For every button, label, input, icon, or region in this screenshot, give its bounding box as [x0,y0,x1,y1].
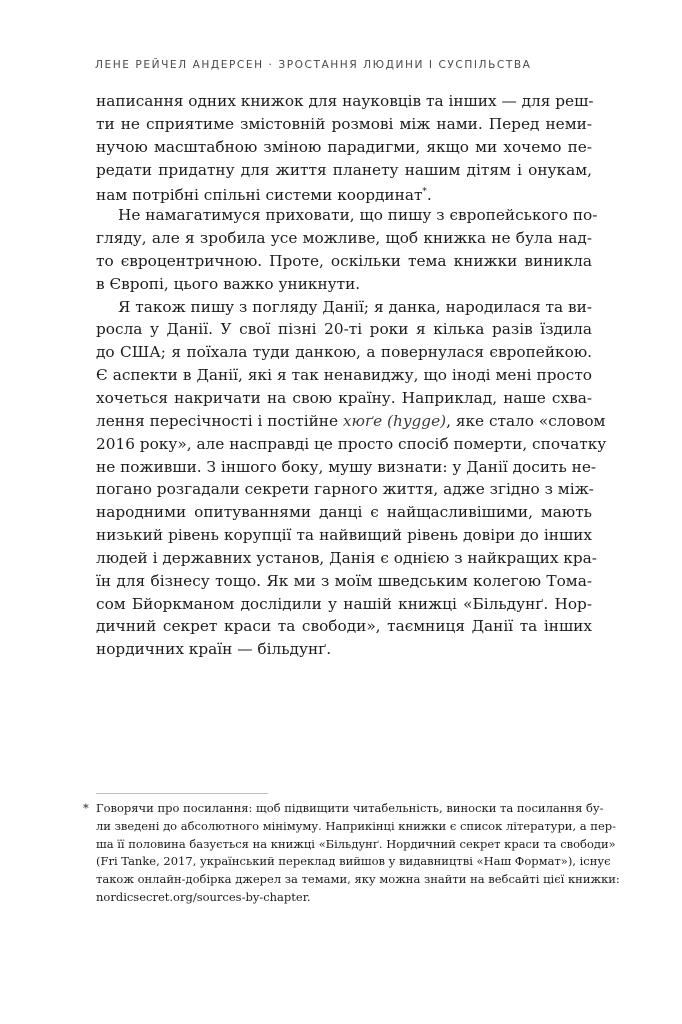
text-line: нордичних країн — більдунґ. [96,640,332,659]
text-line: написання одних книжок для науковців та інших — для реш- [96,92,594,110]
text-line: не поживши. З іншого боку, мушу визнати: у Данії досить не- [96,457,597,476]
footnote-url-line[interactable]: nordicsecret.org/sources-by-chapter. [96,889,311,904]
text-line: Не намагатимуся приховати, що пишу з європейського по- [118,206,598,225]
text-line: росла у Данії. У свої пізні 20-ті роки я кілька разів їздила [96,320,592,339]
text-line: гляду, але я зробила усе можливе, щоб книжка не була над- [96,229,592,248]
text-line: дичний секрет краси та свободи», таємниця Данії та інших [96,617,592,636]
footnote-reference[interactable]: * [422,187,427,198]
paragraph-3 [96,296,607,662]
text-line: редати придатну для життя планету нашим дітям і онукам, [96,160,592,179]
text-line: людей і державних установ, Данія є однією з найкращих кра- [96,548,597,567]
footnote [83,800,620,907]
text-line: 2016 року», але насправді це просто спосіб померти, спочатку [96,434,607,453]
footnote-line: (Fri Tanke, 2017, український переклад вийшов у видавництві «Наш Формат»), існує [96,854,611,869]
footnote-line: Говорячи про посилання: щоб підвищити читабельність, виноски та посилання бу- [96,801,604,815]
footnote-marker: * [83,801,89,815]
footnote-line: ша її половина базується на книжці «Більдунґ. Нордичний секрет краси та свободи» [96,836,616,851]
running-head: ЛЕНЕ РЕЙЧЕЛ АНДЕРСЕН · ЗРОСТАННЯ ЛЮДИНИ І СУСПІЛЬСТВА [95,59,532,71]
text-line: в Європі, цього важко уникнути. [96,274,361,293]
footnote-line: ли зведені до абсолютного мінімуму. Наприкінці книжки є список літератури, а пер- [96,818,617,833]
text-line: до США; я поїхала туди данкою, а повернулася європейкою. [96,343,592,362]
text-line: сом Бйоркманом дослідили у нашій книжці «Більдунґ. Нор- [96,594,592,613]
footnote-line: також онлайн-добірка джерел за темами, яку можна знайти на вебсайті цієї книжки: [96,872,620,887]
footnote-text [96,800,620,907]
text-line: народними опитуваннями данці є найщасливішими, мають [96,503,592,522]
text-line: нучою масштабною зміною парадигми, якщо ми хочемо пе- [96,137,592,156]
text-fragment: лення пересічності і постійне [96,411,343,430]
text-line: нам потрібні спільні системи координат*. [96,186,432,205]
text-line: хочеться накричати на свою країну. Наприклад, наше схва- [96,388,592,407]
text-line: їн для бізнесу тощо. Як ми з моїм шведським колегою Тома- [96,571,592,590]
footnote-divider [96,793,268,794]
text-fragment: нам потрібні спільні системи координат [96,186,423,205]
text-line [96,410,606,433]
text-line: то євроцентричною. Проте, оскільки тема книжки виникла [96,251,592,270]
body-text [96,90,607,661]
text-line: погано розгадали секрети гарного життя, адже згідно з між- [96,480,594,499]
text-line: Я також пишу з погляду Данії; я данка, народилася та ви- [118,297,592,316]
text-line: низький рівень корупції та найвищий рівень довіри до інших [96,526,592,545]
paragraph-1 [96,90,592,204]
text-line: ти не сприятиме змістовній розмові між нами. Перед неми- [96,114,592,133]
paragraph-2 [96,204,598,295]
italic-term: хюґе (hygge) [342,411,447,430]
text-line: Є аспекти в Данії, які я так ненавиджу, що іноді мені просто [96,366,592,385]
text-fragment: , яке стало «словом [446,411,606,430]
